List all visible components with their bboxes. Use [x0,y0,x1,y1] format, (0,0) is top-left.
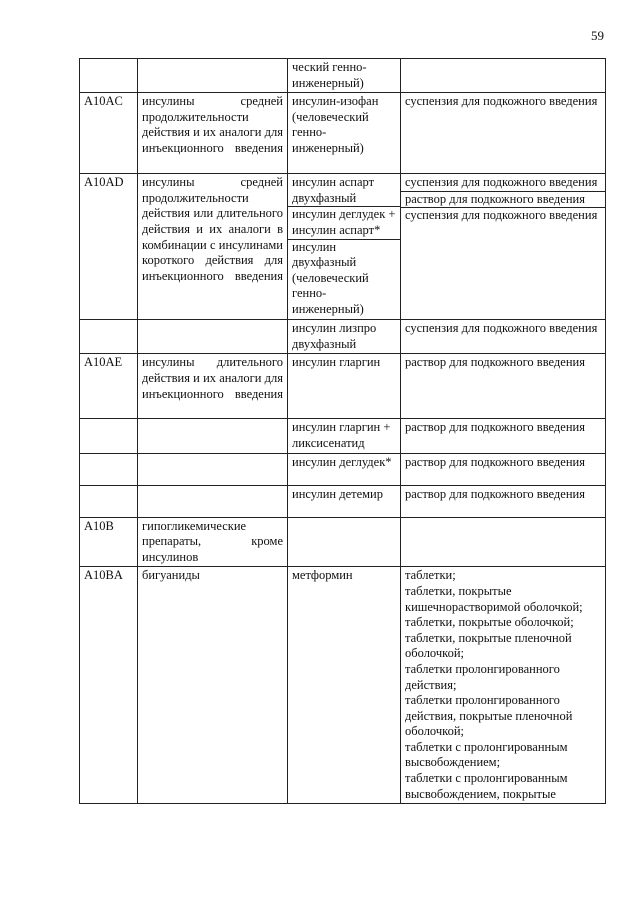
group-cell: бигуаниды [138,567,288,804]
form-entry: таблетки, покрытые кишечнорастворимой оболочкой; [405,583,583,614]
atc-code-cell [80,320,138,354]
group-cell [138,320,288,354]
atc-code-cell: A10B [80,517,138,567]
group-cell [138,59,288,93]
form-cell: раствор для подкожного введения [401,419,606,453]
atc-code-cell [80,59,138,93]
group-cell: инсулины средней продолжительности действия или длительного действия и их аналоги в комбинации с инсулинами короткого действия для инъекционного введения [138,174,288,320]
form-cell: суспензия для подкожного введения [401,320,606,354]
substance-cell: инсулин гларгин + ликсисенатид [288,419,401,453]
form-cell [401,59,606,93]
form-entry: таблетки с пролонгированным высвобождением, покрытые [405,771,568,801]
atc-code-cell [80,419,138,453]
substance-cell: инсулин лизпро двухфазный [288,320,401,354]
group-cell [138,419,288,453]
page-number: 59 [591,28,604,43]
atc-code-cell: A10AE [80,354,138,419]
substance-entry: инсулин аспарт двухфазный [292,175,375,205]
form-cell: раствор для подкожного введения [401,485,606,517]
form-entry: таблетки, покрытые пленочной оболочкой; [405,630,572,661]
group-cell: инсулины длительного действия и их аналоги для инъекционного введения [138,354,288,419]
group-cell [138,485,288,517]
form-entry: таблетки; [405,568,456,583]
form-cell: суспензия для подкожного введения [401,93,606,174]
substance-cell [288,517,401,567]
atc-code-cell [80,485,138,517]
table-row [80,485,606,517]
table-row [80,320,606,354]
group-cell: гипогликемические препараты, кроме инсулинов [138,517,288,567]
substance-cell [288,174,401,320]
substance-cell: инсулин деглудек* [288,453,401,485]
table-row [80,354,606,419]
table-row [80,419,606,453]
form-entry: таблетки пролонгированного действия, покрытые пленочной оболочкой; [405,693,573,739]
substance-cell: метформин [288,567,401,804]
table-row [80,174,606,320]
medication-table [79,58,606,804]
form-cell: раствор для подкожного введения [401,453,606,485]
substance-cell: инсулин детемир [288,485,401,517]
substance-cell: ческий генно-инженерный) [288,59,401,93]
substance-entry: инсулин деглудек + инсулин аспарт* [292,207,396,237]
atc-code-cell: A10BA [80,567,138,804]
form-entry: суспензия для подкожного введения [405,175,598,190]
form-entry: таблетки пролонгированного действия; [405,661,560,692]
table-row [80,93,606,174]
form-entry: таблетки, покрытые оболочкой; [405,615,574,630]
atc-code-cell: A10AC [80,93,138,174]
form-cell [401,174,606,320]
form-cell: раствор для подкожного введения [401,354,606,419]
group-cell: инсулины средней продолжительности действия и их аналоги для инъекционного введения [138,93,288,174]
form-cell [401,567,606,804]
atc-code-cell: A10AD [80,174,138,320]
substance-entry: инсулин двухфазный (человеческий генно-инженерный) [292,239,369,316]
form-cell [401,517,606,567]
form-entry: таблетки с пролонгированным высвобождением; [405,739,568,770]
table-row [80,517,606,567]
substance-cell: инсулин-изофан (человеческий генно-инженерный) [288,93,401,174]
substance-cell: инсулин гларгин [288,354,401,419]
form-entry: раствор для подкожного введения [405,191,585,206]
table-row [80,59,606,93]
atc-code-cell [80,453,138,485]
group-cell [138,453,288,485]
form-entry: суспензия для подкожного введения [405,208,598,223]
table-row [80,567,606,804]
table-row [80,453,606,485]
